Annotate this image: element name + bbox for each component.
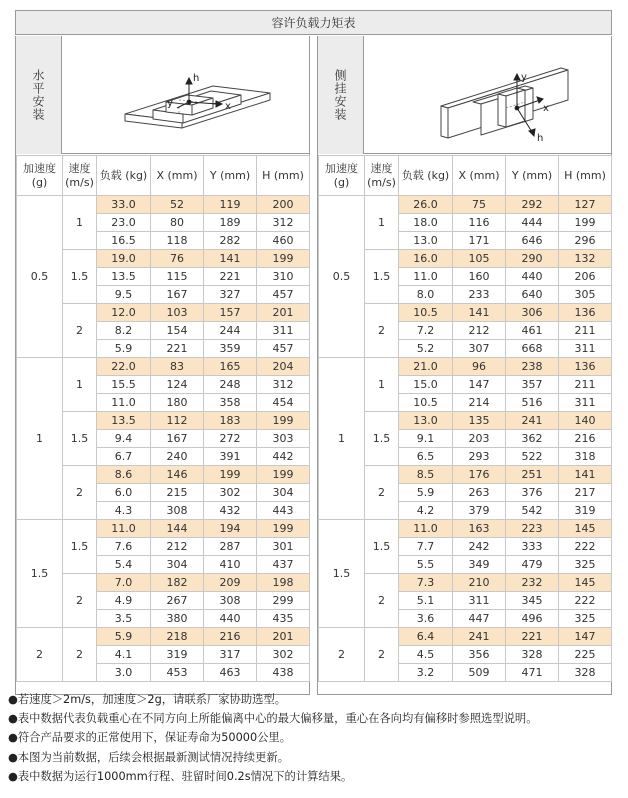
h-cell: 201 xyxy=(257,304,310,322)
y-cell: 221 xyxy=(204,268,257,286)
load-cell: 7.6 xyxy=(97,538,151,556)
load-cell: 16.0 xyxy=(399,250,453,268)
note-item: ●符合产品要求的正常使用下，保证寿命为50000公里。 xyxy=(8,731,292,745)
h-cell: 435 xyxy=(257,610,310,628)
h-cell: 296 xyxy=(559,232,612,250)
load-cell: 26.0 xyxy=(399,196,453,214)
load-cell: 22.0 xyxy=(97,358,151,376)
x-cell: 212 xyxy=(453,322,506,340)
load-cell: 33.0 xyxy=(97,196,151,214)
y-cell: 646 xyxy=(506,232,559,250)
speed-cell: 2 xyxy=(63,466,97,520)
load-cell: 10.5 xyxy=(399,304,453,322)
acceleration-cell: 2 xyxy=(17,628,63,682)
x-cell: 75 xyxy=(453,196,506,214)
x-cell: 115 xyxy=(151,268,204,286)
load-cell: 5.1 xyxy=(399,592,453,610)
side-mount-illustration xyxy=(365,36,611,154)
header-speed: 速度(m/s) xyxy=(365,156,399,196)
y-cell: 287 xyxy=(204,538,257,556)
load-cell: 7.3 xyxy=(399,574,453,592)
h-cell: 200 xyxy=(257,196,310,214)
x-cell: 118 xyxy=(151,232,204,250)
load-cell: 3.0 xyxy=(97,664,151,682)
y-cell: 216 xyxy=(204,628,257,646)
speed-cell: 1.5 xyxy=(365,250,399,304)
h-cell: 132 xyxy=(559,250,612,268)
x-cell: 214 xyxy=(453,394,506,412)
speed-cell: 2 xyxy=(63,628,97,682)
h-cell: 216 xyxy=(559,430,612,448)
h-cell: 457 xyxy=(257,340,310,358)
h-cell: 199 xyxy=(257,412,310,430)
y-cell: 440 xyxy=(204,610,257,628)
header-x: X (mm) xyxy=(453,156,506,196)
y-cell: 241 xyxy=(506,412,559,430)
horizontal-axis-x: x xyxy=(225,101,231,112)
y-cell: 479 xyxy=(506,556,559,574)
load-cell: 9.5 xyxy=(97,286,151,304)
load-cell: 9.1 xyxy=(399,430,453,448)
speed-cell: 1.5 xyxy=(365,520,399,574)
speed-cell: 1 xyxy=(63,196,97,250)
notes xyxy=(8,690,618,786)
y-cell: 345 xyxy=(506,592,559,610)
load-cell: 5.5 xyxy=(399,556,453,574)
acceleration-cell: 2 xyxy=(319,628,365,682)
acceleration-cell: 0.5 xyxy=(319,196,365,358)
h-cell: 454 xyxy=(257,394,310,412)
y-cell: 668 xyxy=(506,340,559,358)
horizontal-mount-label xyxy=(16,36,62,154)
h-cell: 222 xyxy=(559,538,612,556)
y-cell: 189 xyxy=(204,214,257,232)
h-cell: 147 xyxy=(559,628,612,646)
table-row xyxy=(319,358,612,376)
h-cell: 211 xyxy=(559,376,612,394)
side-mount-diagram xyxy=(365,36,611,154)
y-cell: 221 xyxy=(506,628,559,646)
x-cell: 453 xyxy=(151,664,204,682)
y-cell: 328 xyxy=(506,646,559,664)
side-mount-label xyxy=(318,36,364,154)
acceleration-cell: 0.5 xyxy=(17,196,63,358)
y-cell: 327 xyxy=(204,286,257,304)
load-cell: 6.5 xyxy=(399,448,453,466)
h-cell: 222 xyxy=(559,592,612,610)
acceleration-cell: 1 xyxy=(319,358,365,520)
x-cell: 241 xyxy=(453,628,506,646)
h-cell: 304 xyxy=(257,484,310,502)
h-cell: 136 xyxy=(559,304,612,322)
load-cell: 13.5 xyxy=(97,268,151,286)
h-cell: 301 xyxy=(257,538,310,556)
h-cell: 319 xyxy=(559,502,612,520)
x-cell: 263 xyxy=(453,484,506,502)
h-cell: 141 xyxy=(559,466,612,484)
load-cell: 16.5 xyxy=(97,232,151,250)
load-cell: 11.0 xyxy=(97,394,151,412)
load-cell: 4.5 xyxy=(399,646,453,664)
header-load: 负载 (kg) xyxy=(97,156,151,196)
x-cell: 83 xyxy=(151,358,204,376)
h-cell: 127 xyxy=(559,196,612,214)
x-cell: 76 xyxy=(151,250,204,268)
y-cell: 232 xyxy=(506,574,559,592)
y-cell: 357 xyxy=(506,376,559,394)
x-cell: 379 xyxy=(453,502,506,520)
load-cell: 4.3 xyxy=(97,502,151,520)
table-row xyxy=(17,196,310,214)
y-cell: 463 xyxy=(204,664,257,682)
x-cell: 112 xyxy=(151,412,204,430)
load-cell: 6.4 xyxy=(399,628,453,646)
y-cell: 251 xyxy=(506,466,559,484)
h-cell: 206 xyxy=(559,268,612,286)
load-cell: 5.4 xyxy=(97,556,151,574)
x-cell: 146 xyxy=(151,466,204,484)
y-cell: 302 xyxy=(204,484,257,502)
x-cell: 447 xyxy=(453,610,506,628)
load-cell: 21.0 xyxy=(399,358,453,376)
x-cell: 218 xyxy=(151,628,204,646)
side-table-body xyxy=(319,196,612,682)
side-axis-h: h xyxy=(537,133,544,144)
h-cell: 457 xyxy=(257,286,310,304)
load-cell: 4.2 xyxy=(399,502,453,520)
y-cell: 410 xyxy=(204,556,257,574)
y-cell: 444 xyxy=(506,214,559,232)
x-cell: 182 xyxy=(151,574,204,592)
y-cell: 391 xyxy=(204,448,257,466)
speed-cell: 1 xyxy=(63,358,97,412)
x-cell: 171 xyxy=(453,232,506,250)
y-cell: 358 xyxy=(204,394,257,412)
load-cell: 3.2 xyxy=(399,664,453,682)
h-cell: 201 xyxy=(257,628,310,646)
x-cell: 176 xyxy=(453,466,506,484)
y-cell: 272 xyxy=(204,430,257,448)
h-cell: 199 xyxy=(257,250,310,268)
load-cell: 13.5 xyxy=(97,412,151,430)
x-cell: 203 xyxy=(453,430,506,448)
y-cell: 292 xyxy=(506,196,559,214)
y-cell: 308 xyxy=(204,592,257,610)
h-cell: 443 xyxy=(257,502,310,520)
x-cell: 135 xyxy=(453,412,506,430)
horizontal-table-body xyxy=(17,196,310,682)
x-cell: 141 xyxy=(453,304,506,322)
h-cell: 312 xyxy=(257,376,310,394)
table-row xyxy=(17,628,310,646)
note-item: ●本图为当前数据，后续会根据最新测试情况持续更新。 xyxy=(8,750,289,764)
header-acceleration: 加速度(g) xyxy=(319,156,365,196)
header-h: H (mm) xyxy=(559,156,612,196)
load-cell: 18.0 xyxy=(399,214,453,232)
y-cell: 640 xyxy=(506,286,559,304)
load-cell: 7.7 xyxy=(399,538,453,556)
h-cell: 198 xyxy=(257,574,310,592)
speed-cell: 1.5 xyxy=(63,250,97,304)
horizontal-table xyxy=(16,155,310,682)
y-cell: 376 xyxy=(506,484,559,502)
h-cell: 311 xyxy=(559,340,612,358)
side-axis-x: x xyxy=(543,103,549,114)
h-cell: 437 xyxy=(257,556,310,574)
load-cell: 11.0 xyxy=(399,520,453,538)
y-cell: 199 xyxy=(204,466,257,484)
y-cell: 496 xyxy=(506,610,559,628)
load-cell: 5.2 xyxy=(399,340,453,358)
side-axis-y: y xyxy=(521,72,527,83)
x-cell: 311 xyxy=(453,592,506,610)
x-cell: 210 xyxy=(453,574,506,592)
acceleration-cell: 1.5 xyxy=(319,520,365,628)
x-cell: 103 xyxy=(151,304,204,322)
x-cell: 267 xyxy=(151,592,204,610)
moment-table-page xyxy=(15,10,612,679)
h-cell: 145 xyxy=(559,574,612,592)
x-cell: 307 xyxy=(453,340,506,358)
x-cell: 304 xyxy=(151,556,204,574)
load-cell: 3.6 xyxy=(399,610,453,628)
x-cell: 212 xyxy=(151,538,204,556)
acceleration-cell: 1 xyxy=(17,358,63,520)
load-cell: 4.1 xyxy=(97,646,151,664)
h-cell: 211 xyxy=(559,322,612,340)
x-cell: 167 xyxy=(151,430,204,448)
y-cell: 333 xyxy=(506,538,559,556)
load-cell: 9.4 xyxy=(97,430,151,448)
load-cell: 11.0 xyxy=(399,268,453,286)
header-acceleration: 加速度(g) xyxy=(17,156,63,196)
x-cell: 147 xyxy=(453,376,506,394)
load-cell: 8.0 xyxy=(399,286,453,304)
load-cell: 13.0 xyxy=(399,232,453,250)
header-load: 负载 (kg) xyxy=(399,156,453,196)
x-cell: 144 xyxy=(151,520,204,538)
h-cell: 136 xyxy=(559,358,612,376)
table-row xyxy=(319,628,612,646)
x-cell: 215 xyxy=(151,484,204,502)
h-cell: 225 xyxy=(559,646,612,664)
load-cell: 7.2 xyxy=(399,322,453,340)
speed-cell: 1 xyxy=(365,196,399,250)
h-cell: 311 xyxy=(559,394,612,412)
table-row xyxy=(17,520,310,538)
header-y: Y (mm) xyxy=(506,156,559,196)
y-cell: 157 xyxy=(204,304,257,322)
load-cell: 11.0 xyxy=(97,520,151,538)
h-cell: 442 xyxy=(257,448,310,466)
h-cell: 311 xyxy=(257,322,310,340)
y-cell: 248 xyxy=(204,376,257,394)
h-cell: 305 xyxy=(559,286,612,304)
h-cell: 140 xyxy=(559,412,612,430)
x-cell: 293 xyxy=(453,448,506,466)
speed-cell: 2 xyxy=(365,574,399,628)
acceleration-cell: 1.5 xyxy=(17,520,63,628)
x-cell: 116 xyxy=(453,214,506,232)
x-cell: 356 xyxy=(453,646,506,664)
side-panel xyxy=(317,36,612,695)
x-cell: 154 xyxy=(151,322,204,340)
h-cell: 204 xyxy=(257,358,310,376)
y-cell: 141 xyxy=(204,250,257,268)
y-cell: 359 xyxy=(204,340,257,358)
h-cell: 145 xyxy=(559,520,612,538)
y-cell: 209 xyxy=(204,574,257,592)
speed-cell: 2 xyxy=(365,628,399,682)
y-cell: 165 xyxy=(204,358,257,376)
y-cell: 223 xyxy=(506,520,559,538)
horizontal-panel xyxy=(15,36,310,695)
x-cell: 242 xyxy=(453,538,506,556)
note-item: ●若速度＞2m/s，加速度＞2g，请联系厂家协助选型。 xyxy=(8,693,287,706)
horizontal-diagram-row xyxy=(16,36,309,154)
side-diagram-row xyxy=(318,36,611,154)
y-cell: 542 xyxy=(506,502,559,520)
y-cell: 317 xyxy=(204,646,257,664)
header-x: X (mm) xyxy=(151,156,204,196)
load-cell: 5.9 xyxy=(97,340,151,358)
speed-cell: 2 xyxy=(365,466,399,520)
x-cell: 380 xyxy=(151,610,204,628)
speed-cell: 2 xyxy=(63,574,97,628)
x-cell: 221 xyxy=(151,340,204,358)
h-cell: 318 xyxy=(559,448,612,466)
speed-cell: 1.5 xyxy=(63,520,97,574)
h-cell: 460 xyxy=(257,232,310,250)
x-cell: 124 xyxy=(151,376,204,394)
speed-cell: 1.5 xyxy=(63,412,97,466)
speed-cell: 2 xyxy=(63,304,97,358)
h-cell: 199 xyxy=(559,214,612,232)
y-cell: 516 xyxy=(506,394,559,412)
table-title: 容许负载力矩表 xyxy=(15,10,612,35)
x-cell: 160 xyxy=(453,268,506,286)
y-cell: 461 xyxy=(506,322,559,340)
speed-cell: 1 xyxy=(365,358,399,412)
table-row xyxy=(17,358,310,376)
y-cell: 362 xyxy=(506,430,559,448)
load-cell: 5.9 xyxy=(399,484,453,502)
h-cell: 199 xyxy=(257,466,310,484)
load-cell: 5.9 xyxy=(97,628,151,646)
load-cell: 15.0 xyxy=(399,376,453,394)
x-cell: 509 xyxy=(453,664,506,682)
y-cell: 238 xyxy=(506,358,559,376)
note-item: ●表中数据代表负载重心在不同方向上所能偏离中心的最大偏移量，重心在各向均有偏移时参照选型说明。 xyxy=(8,712,538,726)
y-cell: 522 xyxy=(506,448,559,466)
header-h: H (mm) xyxy=(257,156,310,196)
x-cell: 52 xyxy=(151,196,204,214)
load-cell: 6.7 xyxy=(97,448,151,466)
load-cell: 15.5 xyxy=(97,376,151,394)
load-cell: 7.0 xyxy=(97,574,151,592)
load-cell: 3.5 xyxy=(97,610,151,628)
x-cell: 96 xyxy=(453,358,506,376)
horizontal-mount-diagram xyxy=(63,36,309,154)
x-cell: 308 xyxy=(151,502,204,520)
x-cell: 319 xyxy=(151,646,204,664)
h-cell: 438 xyxy=(257,664,310,682)
load-cell: 6.0 xyxy=(97,484,151,502)
table-row xyxy=(319,196,612,214)
x-cell: 233 xyxy=(453,286,506,304)
load-cell: 8.2 xyxy=(97,322,151,340)
y-cell: 290 xyxy=(506,250,559,268)
h-cell: 303 xyxy=(257,430,310,448)
note-item: ●表中数据为运行1000mm行程、驻留时间0.2s情况下的计算结果。 xyxy=(8,769,353,783)
h-cell: 310 xyxy=(257,268,310,286)
h-cell: 302 xyxy=(257,646,310,664)
h-cell: 199 xyxy=(257,520,310,538)
horizontal-axis-y: y xyxy=(167,98,173,109)
y-cell: 440 xyxy=(506,268,559,286)
horizontal-axis-h: h xyxy=(193,73,200,84)
h-cell: 328 xyxy=(559,664,612,682)
y-cell: 119 xyxy=(204,196,257,214)
table-row xyxy=(319,520,612,538)
load-cell: 10.5 xyxy=(399,394,453,412)
side-mount-label-text: 侧挂安装 xyxy=(333,69,347,121)
x-cell: 180 xyxy=(151,394,204,412)
h-cell: 312 xyxy=(257,214,310,232)
side-table xyxy=(318,155,612,682)
speed-cell: 1.5 xyxy=(365,412,399,466)
y-cell: 194 xyxy=(204,520,257,538)
horizontal-mount-illustration xyxy=(63,36,309,154)
h-cell: 299 xyxy=(257,592,310,610)
x-cell: 167 xyxy=(151,286,204,304)
load-cell: 23.0 xyxy=(97,214,151,232)
speed-cell: 2 xyxy=(365,304,399,358)
y-cell: 282 xyxy=(204,232,257,250)
panels xyxy=(15,36,612,695)
header-speed: 速度(m/s) xyxy=(63,156,97,196)
x-cell: 240 xyxy=(151,448,204,466)
h-cell: 217 xyxy=(559,484,612,502)
load-cell: 8.6 xyxy=(97,466,151,484)
x-cell: 80 xyxy=(151,214,204,232)
x-cell: 349 xyxy=(453,556,506,574)
load-cell: 4.9 xyxy=(97,592,151,610)
x-cell: 105 xyxy=(453,250,506,268)
x-cell: 163 xyxy=(453,520,506,538)
header-y: Y (mm) xyxy=(204,156,257,196)
y-cell: 306 xyxy=(506,304,559,322)
y-cell: 471 xyxy=(506,664,559,682)
horizontal-mount-label-text: 水平安装 xyxy=(31,69,45,121)
load-cell: 13.0 xyxy=(399,412,453,430)
y-cell: 244 xyxy=(204,322,257,340)
load-cell: 19.0 xyxy=(97,250,151,268)
y-cell: 432 xyxy=(204,502,257,520)
h-cell: 325 xyxy=(559,556,612,574)
load-cell: 8.5 xyxy=(399,466,453,484)
y-cell: 183 xyxy=(204,412,257,430)
h-cell: 325 xyxy=(559,610,612,628)
load-cell: 12.0 xyxy=(97,304,151,322)
